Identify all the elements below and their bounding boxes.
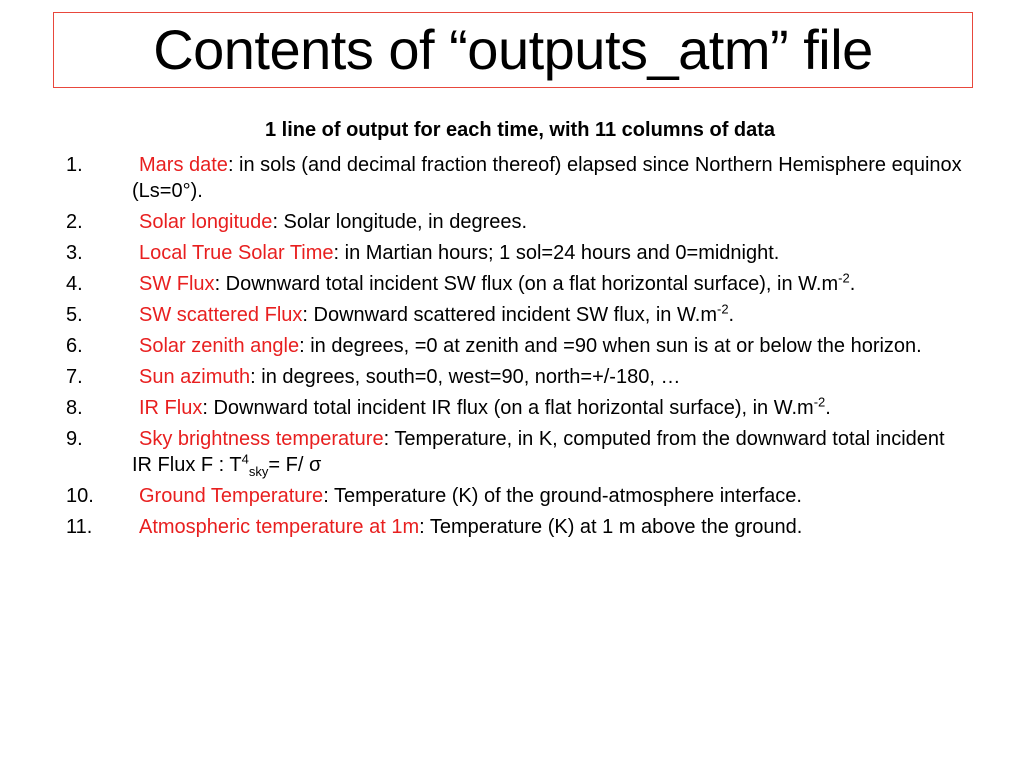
list-item: [66, 333, 966, 359]
column-description: : Downward total incident SW flux (on a flat horizontal surface), in W.m: [214, 273, 839, 295]
column-description: : Downward scattered incident SW flux, in W.m: [302, 304, 717, 326]
item-number: 4.: [66, 273, 83, 295]
item-number: 6.: [66, 335, 83, 357]
column-name: Solar zenith angle: [139, 335, 300, 357]
item-number: 9.: [66, 428, 83, 450]
sky-subscript: sky: [248, 464, 269, 479]
item-number: 8.: [66, 397, 83, 419]
unit-exponent: -2: [813, 394, 826, 410]
description-end: .: [849, 273, 856, 295]
description-end: .: [728, 304, 735, 326]
list-item: [66, 302, 966, 328]
column-name: Sky brightness temperature: [139, 428, 384, 450]
item-number: 1.: [66, 154, 83, 176]
column-description: : in Martian hours; 1 sol=24 hours and 0=midnight.: [333, 242, 780, 264]
list-item: [66, 364, 966, 390]
column-description: : in sols (and decimal fraction thereof) elapsed since Northern Hemisphere equinox (Ls=0°).: [132, 154, 962, 202]
column-name: Solar longitude: [139, 211, 273, 233]
output-columns-list: [66, 152, 966, 545]
column-description: : Temperature (K) of the ground-atmosphere interface.: [323, 485, 802, 507]
list-item: [66, 209, 966, 235]
column-description: : Temperature (K) at 1 m above the ground.: [419, 516, 803, 538]
slide-subtitle: 1 line of output for each time, with 11 columns of data: [264, 119, 776, 141]
item-number: 7.: [66, 366, 83, 388]
column-name: Sun azimuth: [139, 366, 251, 388]
list-item: [66, 514, 966, 540]
column-description: : in degrees, south=0, west=90, north=+/-180, …: [250, 366, 681, 388]
item-number: 2.: [66, 211, 83, 233]
slide-title: Contents of “outputs_atm” file: [153, 18, 873, 81]
title-box: [53, 12, 973, 88]
column-name: IR Flux: [139, 397, 203, 419]
column-description: : in degrees, =0 at zenith and =90 when sun is at or below the horizon.: [299, 335, 922, 357]
description-end: = F/ σ: [268, 454, 322, 476]
column-name: Local True Solar Time: [139, 242, 334, 264]
list-item: [66, 240, 966, 266]
list-item: [66, 395, 966, 421]
item-number: 11.: [66, 516, 93, 538]
item-number: 3.: [66, 242, 83, 264]
column-name: Ground Temperature: [139, 485, 324, 507]
item-number: 5.: [66, 304, 83, 326]
column-name: Atmospheric temperature at 1m: [139, 516, 420, 538]
column-name: SW Flux: [139, 273, 215, 295]
list-item: [66, 271, 966, 297]
column-name: Mars date: [139, 154, 228, 176]
list-item: [66, 483, 966, 509]
list-item: [66, 426, 966, 478]
column-description: : Downward total incident IR flux (on a flat horizontal surface), in W.m: [202, 397, 814, 419]
item-number: 10.: [66, 485, 94, 507]
column-description: : Temperature, in K, computed from the downward total incident IR Flux F : T: [132, 428, 945, 476]
unit-exponent: -2: [716, 301, 729, 317]
column-name: SW scattered Flux: [139, 304, 303, 326]
exponent-superscript: 4: [241, 451, 249, 467]
column-description: : Solar longitude, in degrees.: [272, 211, 528, 233]
unit-exponent: -2: [838, 270, 850, 286]
description-end: .: [825, 397, 831, 419]
list-item: [66, 152, 966, 204]
